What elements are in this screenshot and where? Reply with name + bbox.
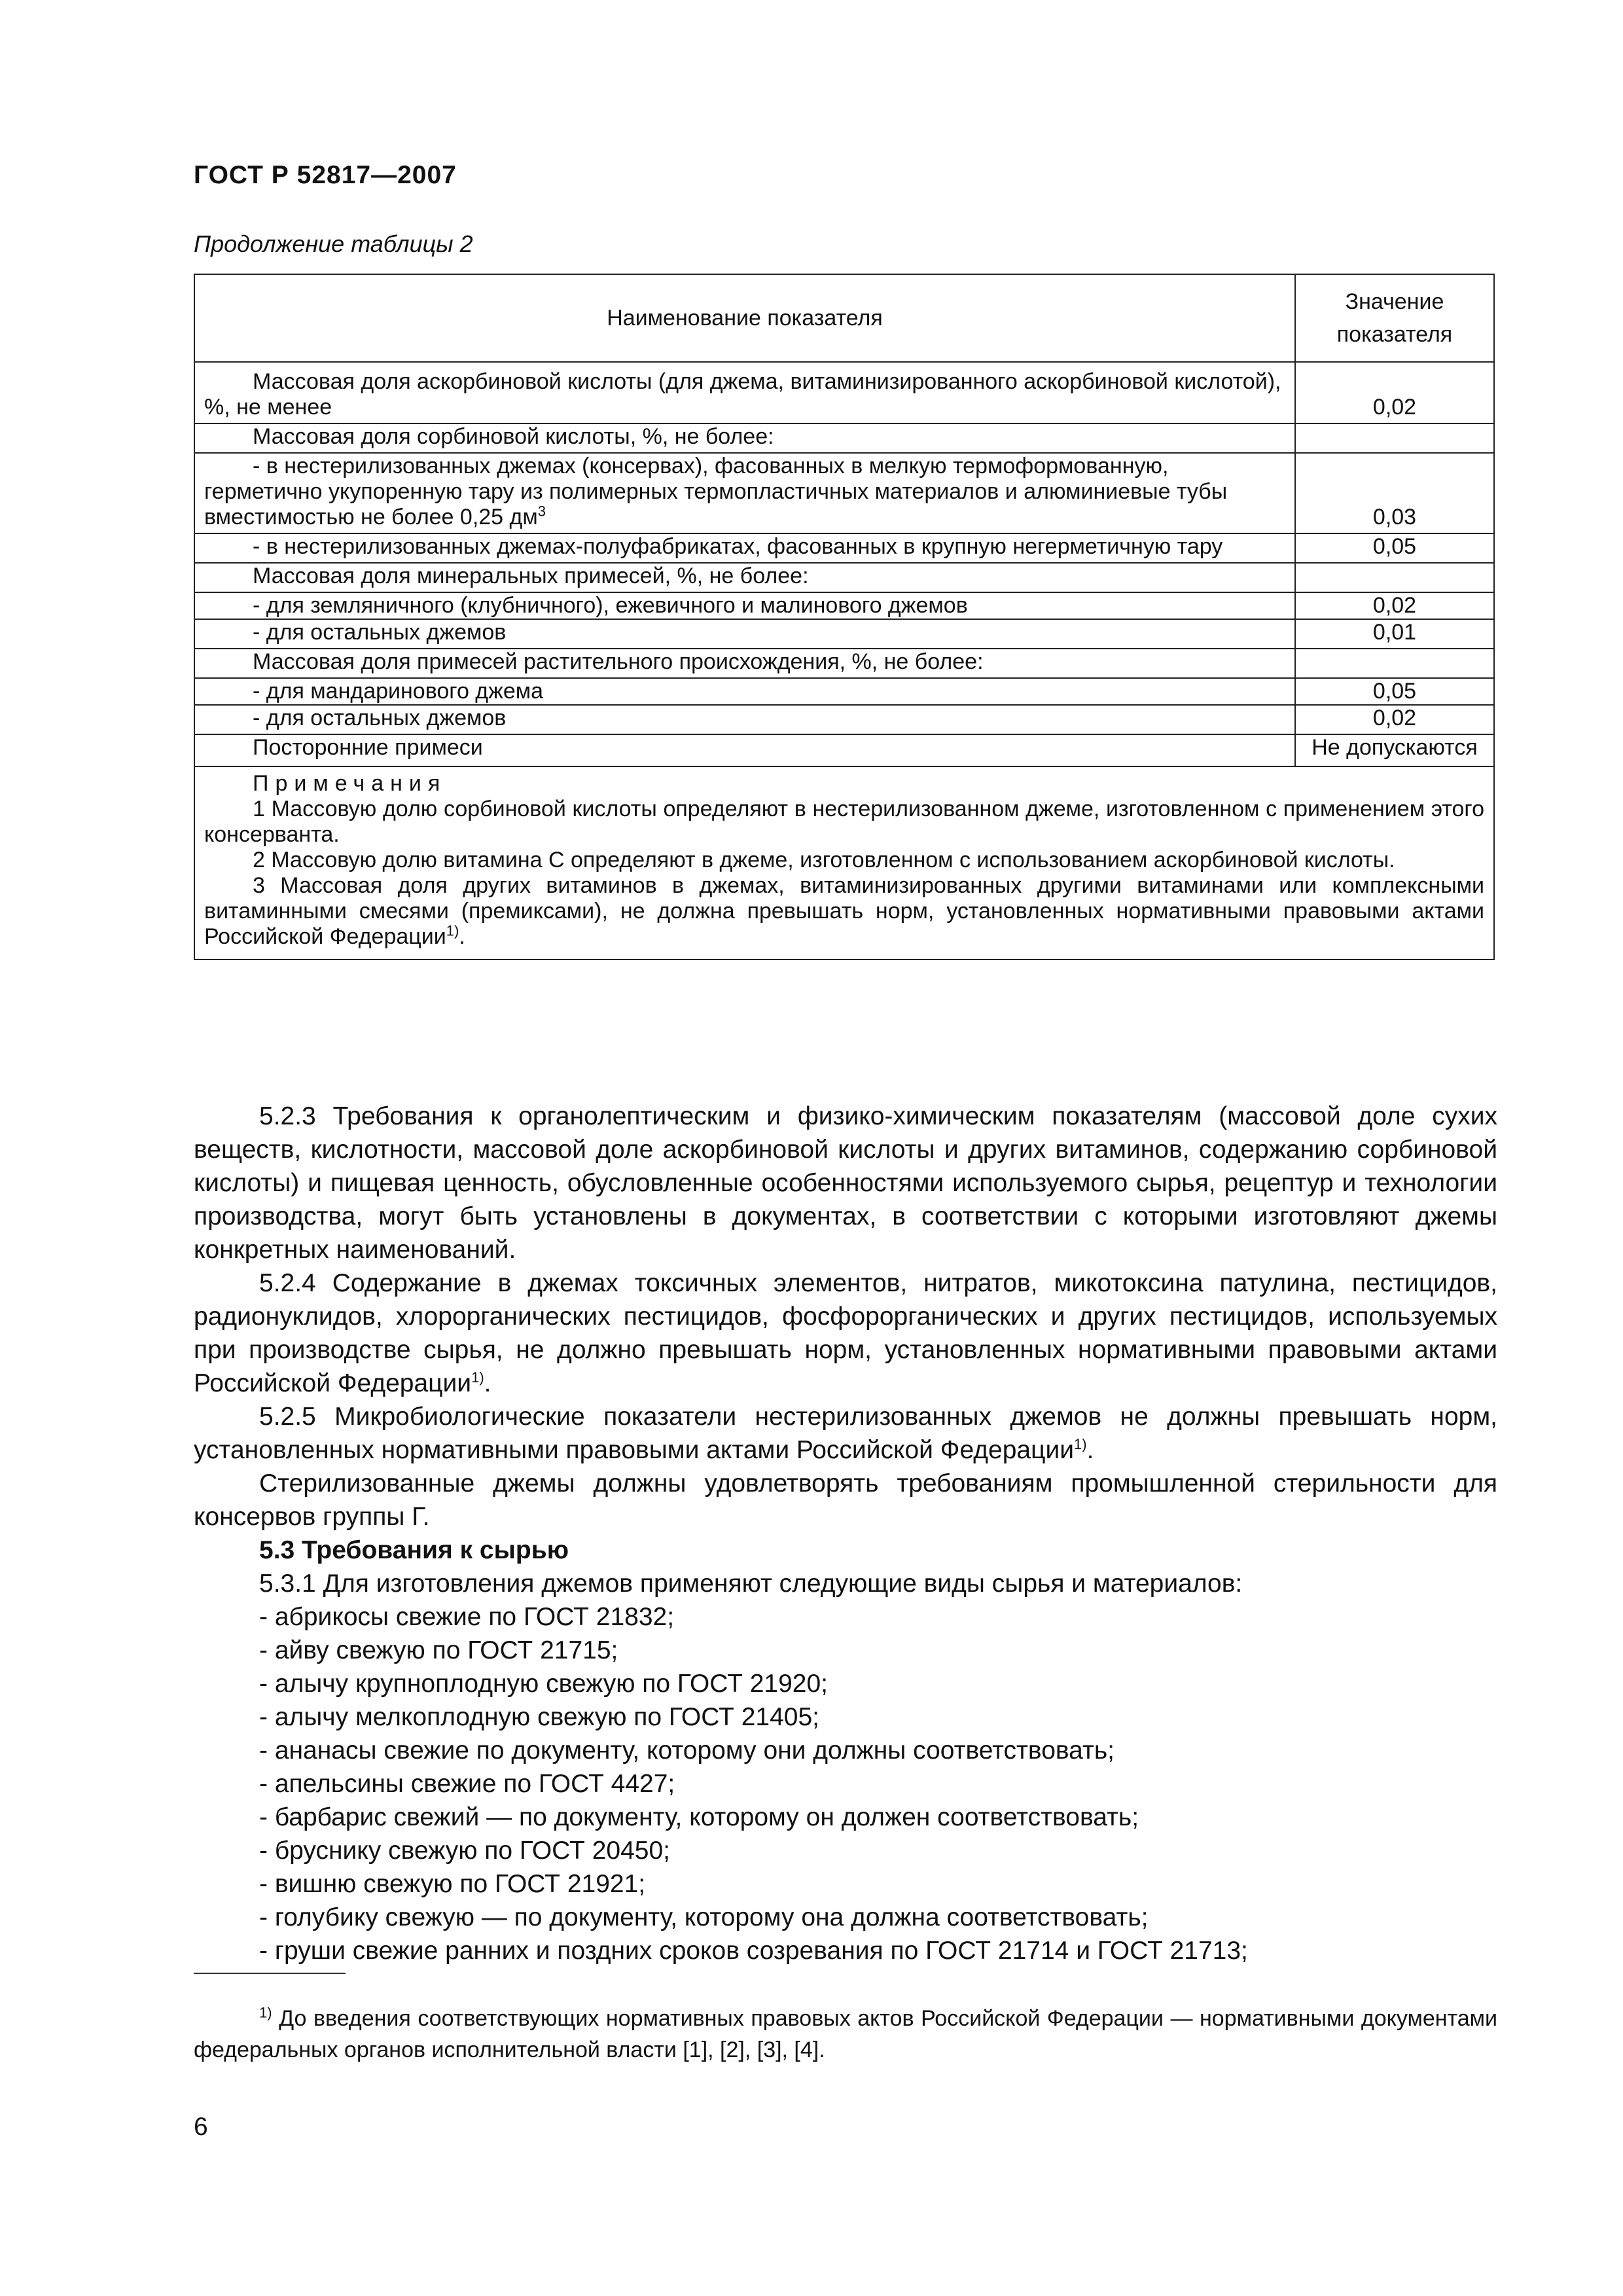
table-row (194, 592, 1494, 619)
list-item: - голубику свежую — по документу, которому она должна соответствовать; (259, 1903, 1149, 1931)
row-value (1295, 423, 1494, 453)
list-item: - вишню свежую по ГОСТ 21921; (259, 1870, 646, 1898)
footnote-ref: 1) (1074, 1436, 1087, 1452)
list-item: - алычу крупноплодную свежую по ГОСТ 21920; (259, 1670, 829, 1698)
table-row (194, 649, 1494, 678)
paragraph-sterilized: Стерилизованные джемы должны удовлетворять требованиям промышленной стерильности для консервов группы Г. (194, 1469, 1497, 1531)
table-row (194, 619, 1494, 649)
paragraph-5-2-3: 5.2.3 Требования к органолептическим и физико-химическим показателям (массовой доле сухих веществ, кислотности, массовой доле аскорбиновой кислоты и других витаминов, содержанию сорбиновой кислоты) и пищевая ценность, обусловленные особенностями используемого сырья, рецептур и технологии производства, могут быть установлены в документах, в соответствии с которыми изготовляют джемы конкретных наименований. (194, 1102, 1497, 1264)
row-value: Не допускаются (1295, 734, 1494, 766)
table-row (194, 705, 1494, 734)
table-row (194, 734, 1494, 766)
notes-title: Примечания (253, 771, 447, 796)
table-notes-row: Примечания 1 Массовую долю сорбиновой кислоты определяют в нестерилизованном джеме, изготовленном с применением этого консерванта. 2 Массовую долю витамина С определяют в джеме, изготовленном с использованием аскорбиновой кислоты. 3 Массовая доля других витаминов в джемах, витаминизированных другими витаминами или комплексными витаминными смесями (премиксами), не должна превышать норм, установленных нормативными правовыми актами Российской Федерации$^{1)}$. (194, 766, 1494, 960)
row-name: - для земляничного (клубничного), ежевичного и малинового джемов (253, 593, 968, 618)
table-caption: Продолжение таблицы 2 (194, 230, 473, 257)
row-name: Посторонние примеси (253, 735, 483, 760)
row-name: - в нестерилизованных джемах (консервах), фасованных в мелкую термоформованную, герметично укупоренную тару из полимерных термопластичных материалов и алюминиевые тубы вместимостью не более 0,25 дм (204, 454, 1228, 529)
list-item: - айву свежую по ГОСТ 21715; (259, 1636, 618, 1664)
row-name: - в нестерилизованных джемах-полуфабрикатах, фасованных в крупную негерметичную тару (253, 534, 1223, 559)
paragraph-5-2-4: 5.2.4 Содержание в джемах токсичных элементов, нитратов, микотоксина патулина, пестицидов, радионуклидов, хлорорганических пестицидов, фосфорорганических и других пестицидов, используемых при производстве сырья, не должно превышать норм, установленных нормативными правовыми актами Российской Федерации$^{1)}$. (194, 1269, 1497, 1397)
row-name: - для мандаринового джема (253, 679, 544, 704)
row-value: 0,02 (1295, 592, 1494, 619)
table-row (194, 678, 1494, 705)
row-value: 0,02 (1295, 362, 1494, 423)
table-row (194, 423, 1494, 453)
table-row (194, 533, 1494, 563)
footnote (194, 2003, 1497, 2066)
table-row (194, 362, 1494, 423)
note-item: 2 Массовую долю витамина С определяют в джеме, изготовленном с использованием аскорбиновой кислоты. (253, 848, 1395, 872)
list-item: - ананасы свежие по документу, которому они должны соответствовать; (259, 1736, 1115, 1765)
row-value (1295, 563, 1494, 592)
row-value: 0,05 (1295, 678, 1494, 705)
row-name: Массовая доля аскорбиновой кислоты (для джема, витаминизированного аскорбиновой кислотой), %, не менее (204, 369, 1281, 420)
list-item: - барбарис свежий — по документу, которому он должен соответствовать; (259, 1803, 1139, 1831)
indicators-table (194, 274, 1495, 960)
body-text (194, 1100, 1497, 1967)
note-item: 1 Массовую долю сорбиновой кислоты определяют в нестерилизованном джеме, изготовленном с применением этого консерванта. (204, 797, 1484, 847)
row-name: - для остальных джемов (253, 706, 507, 730)
note-item: 3 Массовая доля других витаминов в джемах, витаминизированных другими витаминами или комплексными витаминными смесями (премиксами), не должна превышать норм, установленных нормативными правовыми актами Российской Федерации (204, 873, 1484, 949)
column-header-value: Значение показателя (1295, 274, 1494, 362)
paragraph-5-2-5: 5.2.5 Микробиологические показатели нестерилизованных джемов не должны превышать норм, установленных нормативными правовыми актами Российской Федерации$^{1)}$. (194, 1403, 1497, 1464)
section-heading-5-3: 5.3 Требования к сырью (259, 1536, 569, 1564)
row-value: 0,01 (1295, 619, 1494, 649)
table-row (194, 453, 1494, 533)
table-header-row (194, 274, 1494, 362)
row-name: Массовая доля сорбиновой кислоты, %, не более: (253, 424, 774, 449)
footnote-mark: 1) (259, 2004, 272, 2021)
list-item: - бруснику свежую по ГОСТ 20450; (259, 1837, 670, 1865)
footnote-ref: 1) (446, 922, 459, 939)
list-item: - апельсины свежие по ГОСТ 4427; (259, 1770, 675, 1798)
footnote-ref: 1) (471, 1369, 484, 1386)
paragraph-5-3-1: 5.3.1 Для изготовления джемов применяют следующие виды сырья и материалов: (259, 1570, 1243, 1598)
footnote-divider (194, 1973, 346, 1974)
document-header: ГОСТ Р 52817—2007 (194, 161, 457, 189)
row-name: Массовая доля минеральных примесей, %, не более: (253, 564, 809, 588)
footnote-text: До введения соответствующих нормативных правовых актов Российской Федерации — нормативными документами федеральных органов исполнительной власти [1], [2], [3], [4]. (194, 2006, 1498, 2062)
table-row (194, 563, 1494, 592)
page-number: 6 (194, 2113, 208, 2141)
list-item: - абрикосы свежие по ГОСТ 21832; (259, 1603, 675, 1631)
row-value (1295, 649, 1494, 678)
raw-materials-list (194, 1600, 1497, 1967)
column-header-name: Наименование показателя (194, 274, 1295, 362)
row-name: - для остальных джемов (253, 620, 507, 645)
list-item: - алычу мелкоплодную свежую по ГОСТ 21405; (259, 1703, 820, 1731)
row-value: 0,03 (1295, 453, 1494, 533)
superscript: 3 (537, 503, 546, 520)
row-name: Массовая доля примесей растительного происхождения, %, не более: (253, 649, 984, 674)
row-value: 0,02 (1295, 705, 1494, 734)
list-item: - груши свежие ранних и поздних сроков созревания по ГОСТ 21714 и ГОСТ 21713; (259, 1937, 1248, 1965)
row-value: 0,05 (1295, 533, 1494, 563)
